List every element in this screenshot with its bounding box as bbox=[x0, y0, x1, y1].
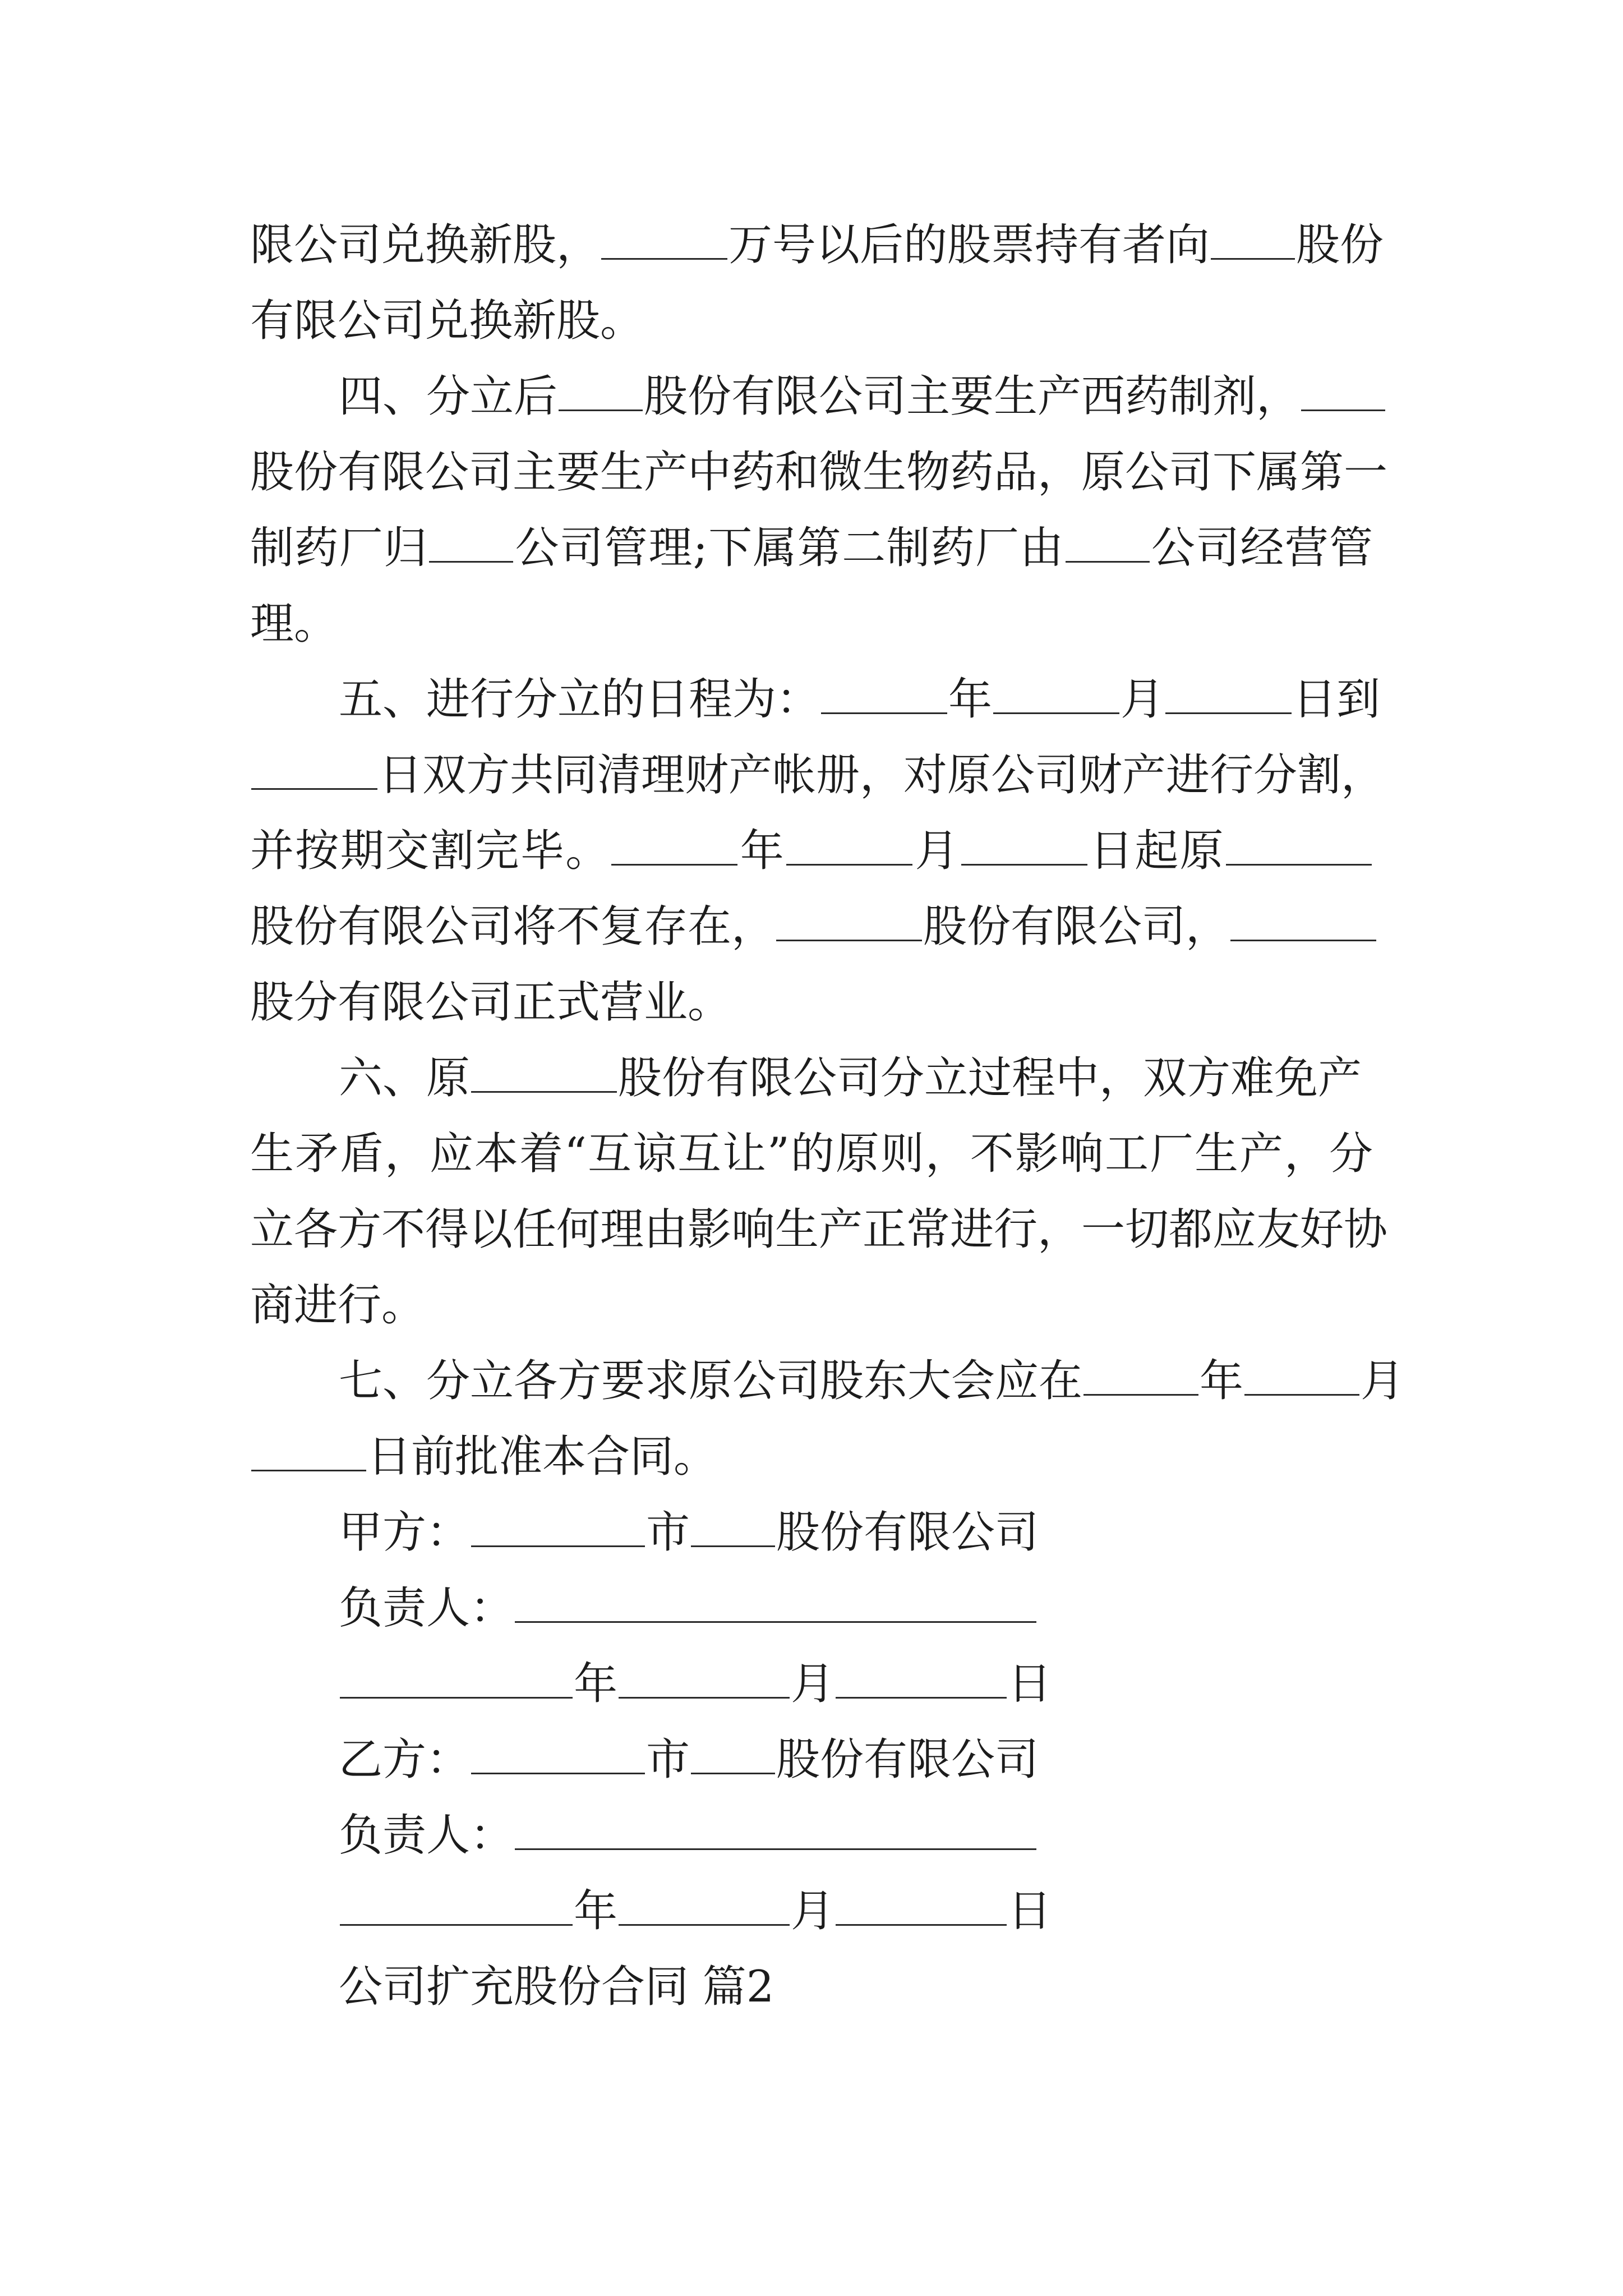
clause-6-line-2 bbox=[250, 1123, 1373, 1185]
party-b-label: 乙方： bbox=[339, 1734, 471, 1785]
text-fragment: 商进行。 bbox=[250, 1280, 426, 1331]
party-a-signature-blank[interactable] bbox=[515, 1584, 1036, 1623]
text-fragment: 股份 bbox=[1296, 220, 1384, 270]
text-fragment: 月 bbox=[1121, 674, 1165, 725]
fill-blank[interactable] bbox=[1301, 372, 1385, 411]
year-label: 年 bbox=[574, 1659, 618, 1709]
party-b-company-blank[interactable] bbox=[691, 1736, 775, 1774]
text-fragment: 万号以后的股票持有者向 bbox=[728, 220, 1210, 270]
fill-blank[interactable] bbox=[1211, 221, 1295, 260]
clause-6-line-4 bbox=[250, 1274, 425, 1336]
text-fragment: 股分有限公司正式营业。 bbox=[250, 977, 732, 1028]
clause-6-line-3 bbox=[250, 1199, 1388, 1260]
clause-6-line-1 bbox=[339, 1047, 1362, 1109]
text-fragment: 公司经营管 bbox=[1150, 523, 1373, 573]
text-fragment: 五、进行分立的日程为： bbox=[339, 674, 820, 725]
party-a-date-line bbox=[339, 1653, 1052, 1715]
day-blank[interactable] bbox=[836, 1887, 1007, 1926]
clause-4-line-3 bbox=[250, 517, 1373, 579]
text-fragment: 七、分立各方要求原公司股东大会应在 bbox=[339, 1356, 1083, 1406]
year-blank[interactable] bbox=[340, 1660, 573, 1699]
party-a-line bbox=[339, 1502, 1039, 1563]
text-fragment: 日前批准本合同。 bbox=[367, 1432, 718, 1482]
fill-blank[interactable] bbox=[1083, 1357, 1198, 1396]
clause-4-line-2 bbox=[250, 441, 1388, 503]
month-label: 月 bbox=[791, 1886, 835, 1936]
text-fragment: 四、分立后 bbox=[339, 371, 558, 422]
clause-5-line-4 bbox=[250, 896, 1373, 958]
clause-5-line-3 bbox=[250, 820, 1373, 882]
text-line-1 bbox=[250, 214, 1384, 276]
day-label: 日 bbox=[1008, 1659, 1052, 1709]
clause-5-line-5 bbox=[250, 972, 731, 1033]
fill-blank[interactable] bbox=[429, 524, 513, 563]
text-fragment: 股份有限公司将不复存在， bbox=[250, 901, 776, 952]
day-blank[interactable] bbox=[836, 1660, 1007, 1699]
party-a-label: 甲方： bbox=[339, 1507, 471, 1558]
text-fragment: 股份有限公司主要生产中药和微生物药品，原公司下属第一 bbox=[250, 447, 1388, 498]
company-label: 股份有限公司 bbox=[776, 1507, 1039, 1558]
party-b-line bbox=[339, 1729, 1039, 1791]
fill-blank[interactable] bbox=[1066, 524, 1150, 563]
fill-blank[interactable] bbox=[1226, 827, 1372, 866]
year-blank[interactable] bbox=[340, 1887, 573, 1926]
party-a-company-blank[interactable] bbox=[691, 1508, 775, 1547]
party-a-responsible-line bbox=[339, 1577, 1038, 1639]
section-heading-text: 公司扩充股份合同 篇2 bbox=[339, 1962, 774, 2012]
text-fragment: 六、原 bbox=[339, 1053, 471, 1103]
text-fragment: 股份有限公司， bbox=[923, 901, 1230, 952]
month-blank[interactable] bbox=[619, 1887, 790, 1926]
text-fragment: 月 bbox=[1361, 1356, 1405, 1406]
section-heading bbox=[339, 1956, 774, 2018]
clause-5-line-1 bbox=[339, 669, 1380, 730]
text-fragment: 有限公司兑换新股。 bbox=[250, 296, 644, 346]
fill-blank[interactable] bbox=[471, 1054, 617, 1093]
text-fragment: 日双方共同清理财产帐册，对原公司财产进行分割， bbox=[379, 750, 1385, 800]
fill-blank[interactable] bbox=[559, 372, 643, 411]
text-fragment: 日到 bbox=[1293, 674, 1381, 725]
text-fragment: 限公司兑换新股， bbox=[250, 220, 601, 270]
clause-4-line-4 bbox=[250, 593, 338, 655]
year-label: 年 bbox=[574, 1886, 618, 1936]
text-fragment: 股份有限公司分立过程中，双方难免产 bbox=[618, 1053, 1362, 1103]
fill-blank[interactable] bbox=[601, 221, 727, 260]
fill-blank[interactable] bbox=[251, 1433, 366, 1471]
responsible-label: 负责人： bbox=[339, 1810, 514, 1861]
fill-blank[interactable] bbox=[961, 827, 1087, 866]
text-fragment: 立各方不得以任何理由影响生产正常进行，一切都应友好协 bbox=[250, 1204, 1388, 1255]
clause-7-line-2 bbox=[250, 1426, 717, 1488]
clause-7-line-1 bbox=[339, 1350, 1404, 1412]
city-label: 市 bbox=[646, 1734, 690, 1785]
text-fragment: 年 bbox=[1200, 1356, 1244, 1406]
text-fragment: 生矛盾，应本着“互谅互让”的原则，不影响工厂生产，分 bbox=[250, 1129, 1373, 1179]
text-fragment: 年 bbox=[948, 674, 993, 725]
text-fragment: 并按期交割完毕。 bbox=[250, 826, 611, 876]
month-blank[interactable] bbox=[619, 1660, 790, 1699]
party-b-responsible-line bbox=[339, 1805, 1038, 1866]
text-fragment: 制药厂归 bbox=[250, 523, 428, 573]
text-fragment: 理。 bbox=[250, 599, 338, 649]
city-label: 市 bbox=[646, 1507, 690, 1558]
fill-blank[interactable] bbox=[1244, 1357, 1359, 1396]
fill-blank[interactable] bbox=[993, 675, 1119, 714]
company-label: 股份有限公司 bbox=[776, 1734, 1039, 1785]
day-label: 日 bbox=[1008, 1886, 1052, 1936]
fill-blank[interactable] bbox=[1230, 903, 1376, 941]
text-line-2 bbox=[250, 290, 644, 352]
clause-4-line-1 bbox=[339, 366, 1386, 427]
party-b-date-line bbox=[339, 1880, 1052, 1942]
text-fragment: 股份有限公司主要生产西药制剂， bbox=[644, 371, 1301, 422]
text-fragment: 年 bbox=[739, 826, 786, 876]
text-fragment: 月 bbox=[914, 826, 960, 876]
fill-blank[interactable] bbox=[1165, 675, 1292, 714]
text-fragment: 日起原 bbox=[1088, 826, 1225, 876]
responsible-label: 负责人： bbox=[339, 1583, 514, 1634]
fill-blank[interactable] bbox=[611, 827, 737, 866]
month-label: 月 bbox=[791, 1659, 835, 1709]
fill-blank[interactable] bbox=[821, 675, 947, 714]
party-a-city-blank[interactable] bbox=[471, 1508, 645, 1547]
party-b-signature-blank[interactable] bbox=[515, 1811, 1036, 1850]
party-b-city-blank[interactable] bbox=[471, 1736, 645, 1774]
clause-5-line-2 bbox=[250, 744, 1385, 806]
fill-blank[interactable] bbox=[786, 827, 912, 866]
fill-blank[interactable] bbox=[776, 903, 922, 941]
text-fragment: 公司管理;下属第二制药厂由 bbox=[514, 523, 1064, 573]
fill-blank[interactable] bbox=[251, 751, 377, 790]
